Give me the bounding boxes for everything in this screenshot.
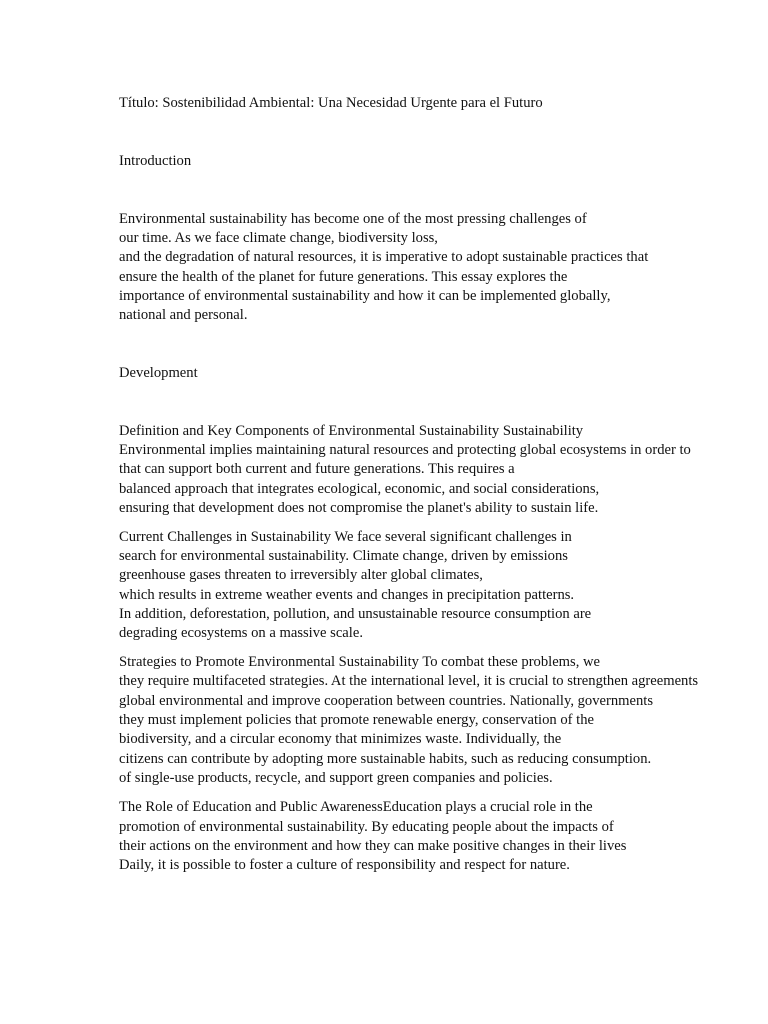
text-line: they must implement policies that promote renewable energy, conservation of the (119, 712, 594, 728)
text-line: national and personal. (119, 307, 248, 323)
text-line: Current Challenges in Sustainability We face several significant challenges in (119, 529, 572, 545)
introduction-heading: Introduction (119, 153, 192, 169)
text-line: they require multifaceted strategies. At the international level, it is crucial to strengthen agreements (119, 673, 699, 689)
text-line: citizens can contribute by adopting more sustainable habits, such as reducing consumption. (119, 751, 652, 767)
text-line: degrading ecosystems on a massive scale. (119, 625, 363, 641)
text-line: our time. As we face climate change, biodiversity loss, (119, 230, 438, 246)
text-line: The Role of Education and Public AwarenessEducation plays a crucial role in the (119, 799, 593, 815)
document-title: Título: Sostenibilidad Ambiental: Una Necesidad Urgente para el Futuro (119, 95, 543, 111)
text-line: promotion of environmental sustainability. By educating people about the impacts of (119, 819, 614, 835)
text-line: In addition, deforestation, pollution, and unsustainable resource consumption are (119, 606, 592, 622)
text-line: their actions on the environment and how they can make positive changes in their lives (119, 838, 627, 854)
text-line: biodiversity, and a circular economy that minimizes waste. Individually, the (119, 731, 562, 747)
text-line: and the degradation of natural resources, it is imperative to adopt sustainable practices that (119, 249, 649, 265)
text-line: Environmental implies maintaining natural resources and protecting global ecosystems in order to (119, 442, 691, 458)
text-line: ensuring that development does not compromise the planet's ability to sustain life. (119, 500, 599, 516)
text-line: of single-use products, recycle, and support green companies and policies. (119, 770, 553, 786)
text-line: Definition and Key Components of Environmental Sustainability Sustainability (119, 423, 584, 439)
text-line: that can support both current and future generations. This requires a (119, 461, 515, 477)
development-heading: Development (119, 365, 198, 381)
text-line: Environmental sustainability has become one of the most pressing challenges of (119, 211, 587, 227)
text-line: search for environmental sustainability. Climate change, driven by emissions (119, 548, 568, 564)
text-line: importance of environmental sustainability and how it can be implemented globally, (119, 288, 611, 304)
text-line: Strategies to Promote Environmental Sustainability To combat these problems, we (119, 654, 601, 670)
text-line: Daily, it is possible to foster a culture of responsibility and respect for nature. (119, 857, 570, 873)
text-line: balanced approach that integrates ecological, economic, and social considerations, (119, 481, 600, 497)
text-line: which results in extreme weather events and changes in precipitation patterns. (119, 587, 575, 603)
text-line: global environmental and improve cooperation between countries. Nationally, governments (119, 693, 653, 709)
text-line: greenhouse gases threaten to irreversibly alter global climates, (119, 567, 483, 583)
text-line: ensure the health of the planet for future generations. This essay explores the (119, 269, 568, 285)
